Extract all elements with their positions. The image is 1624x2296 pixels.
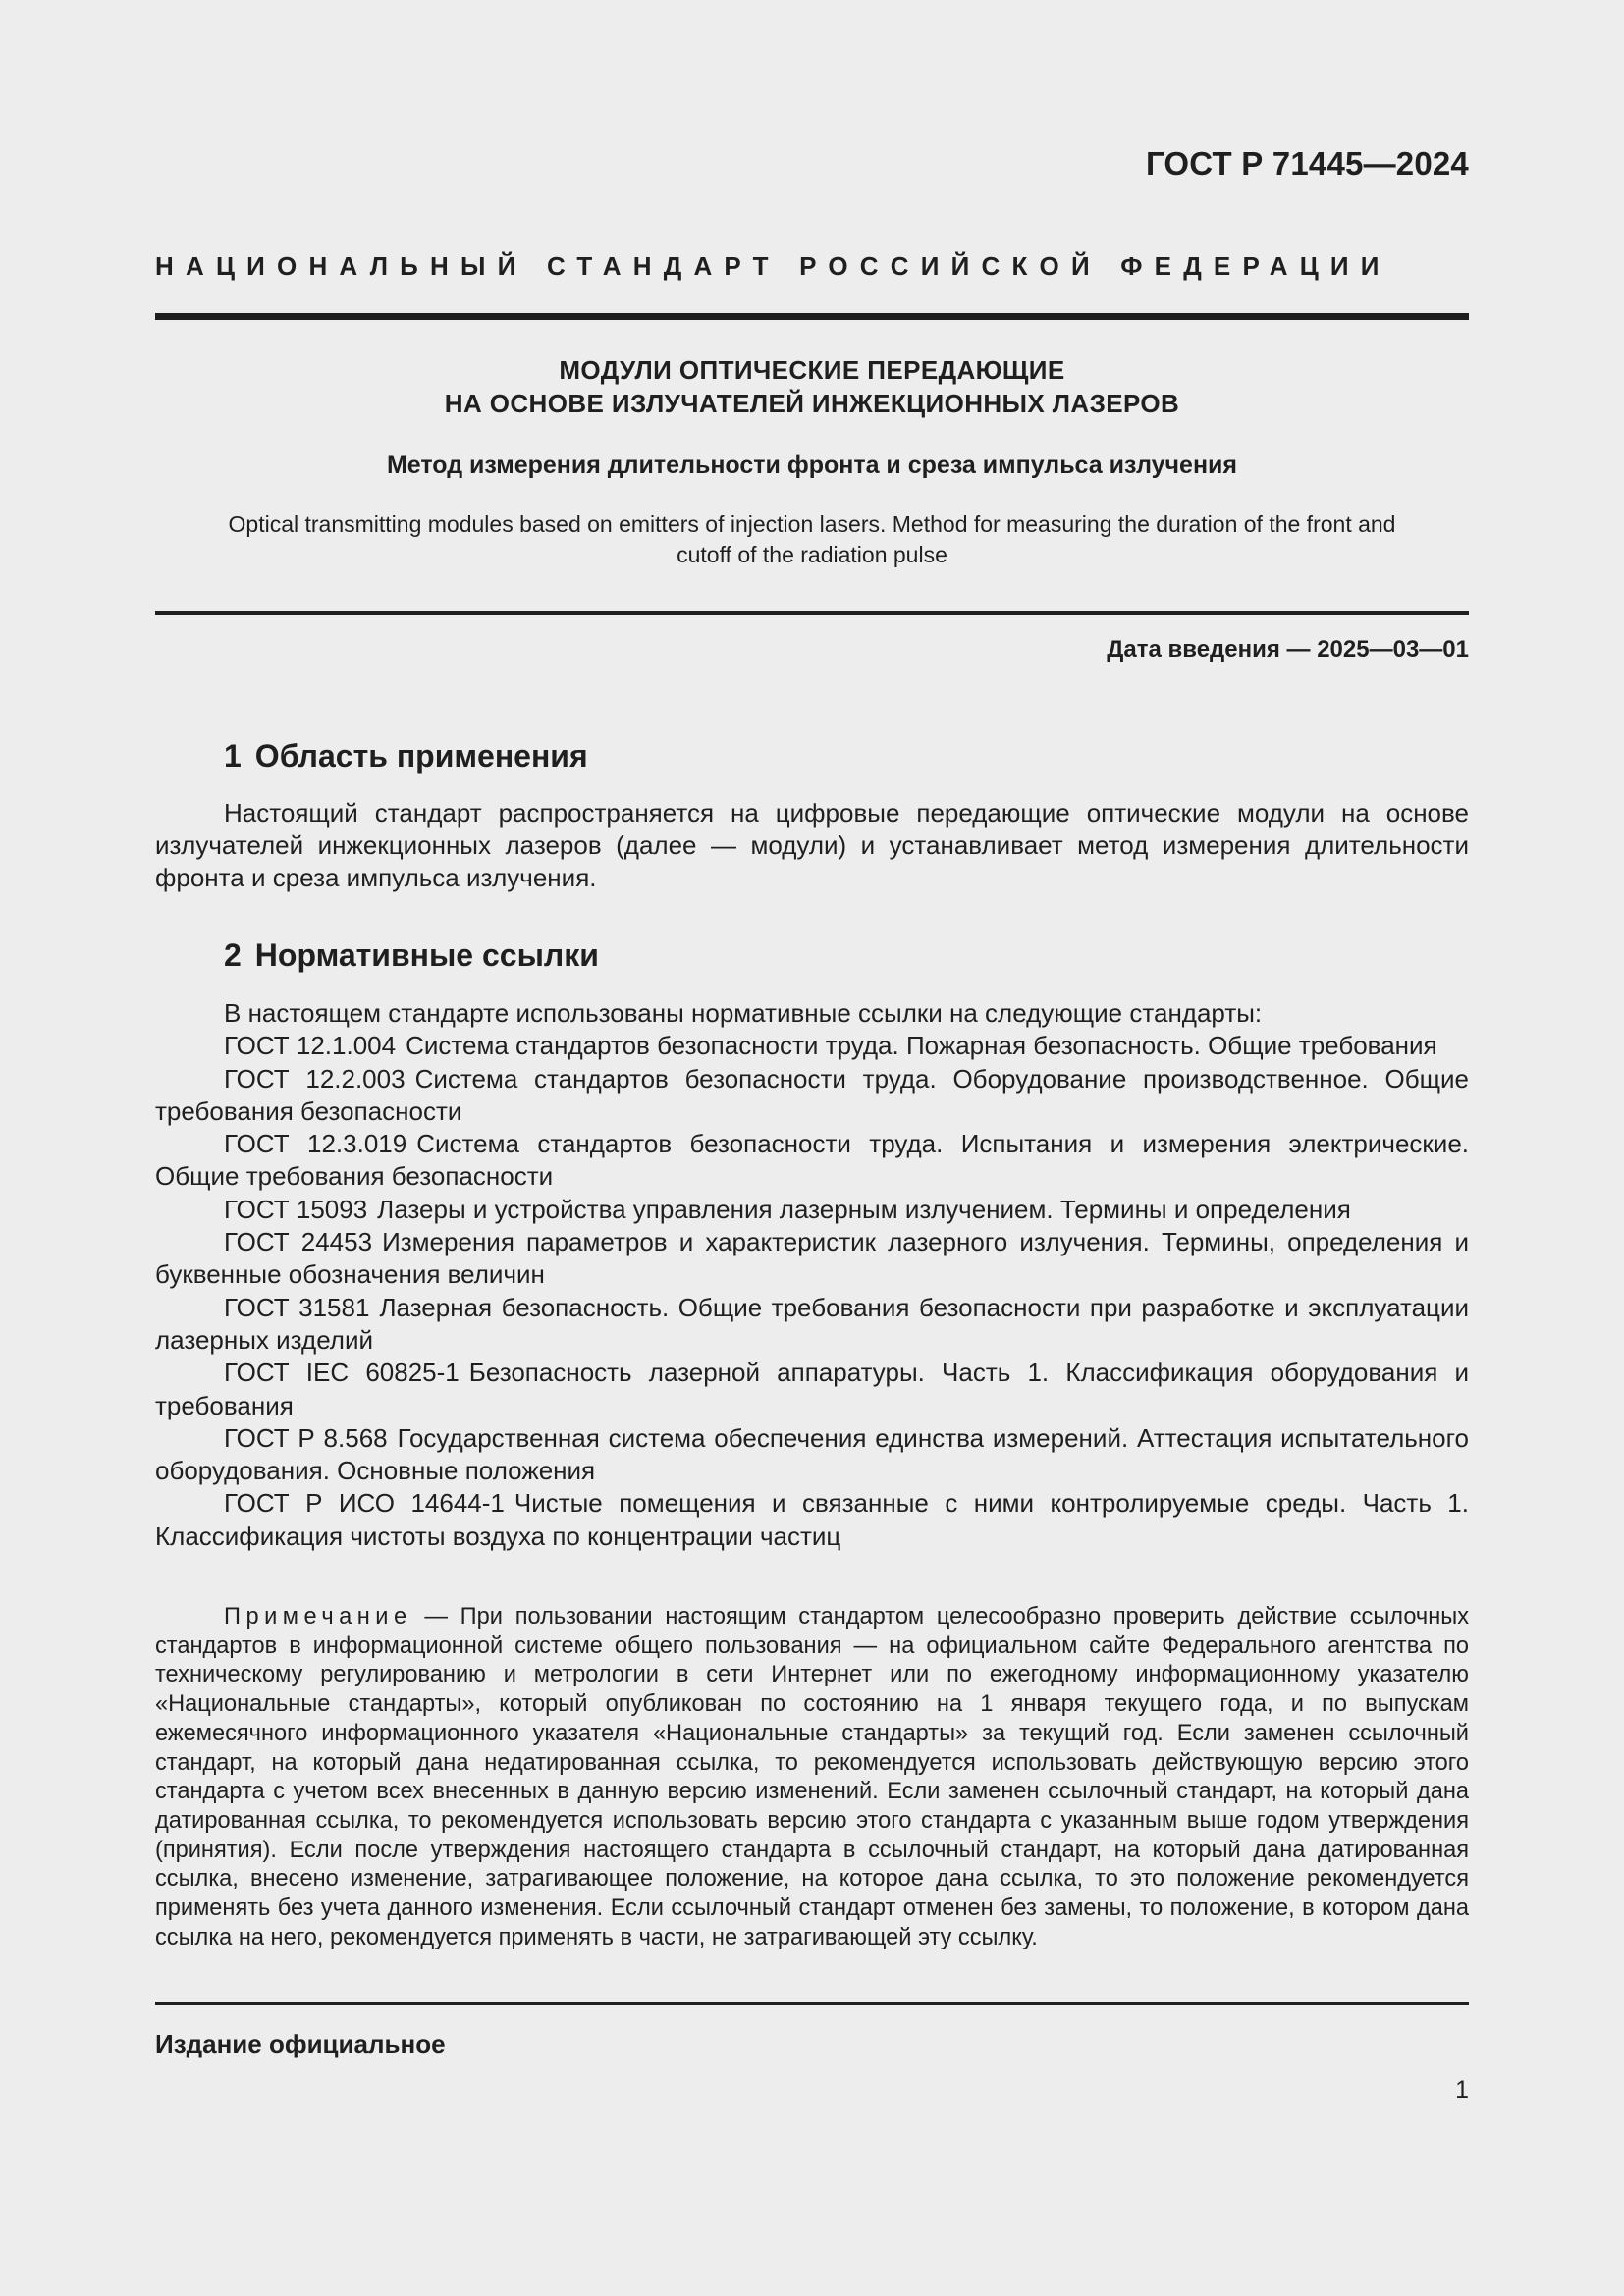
reference-item [155,1063,1469,1129]
reference-item [155,1194,1469,1226]
english-title-line-1: Optical transmitting modules based on emitters of injection lasers. Method for measuring the duration of the front and [228,511,1396,537]
reference-item [155,1487,1469,1553]
references-list [155,997,1469,1553]
reference-title: Измерения параметров и характеристик лазерного излучения. Термины, определения и буквенные обозначения величин [155,1227,1470,1290]
reference-code: ГОСТ IEC 60825-1 [224,1358,460,1388]
note-paragraph [155,1603,1469,1952]
document-page [155,0,1469,2296]
reference-code: ГОСТ 24453 [224,1227,373,1257]
reference-code: ГОСТ 12.3.019 [224,1129,407,1159]
references-intro: В настоящем стандарте использованы нормативные ссылки на следующие стандарты: [224,998,1263,1028]
note-label: Примечание [224,1604,412,1629]
footer-rule [155,2002,1469,2005]
english-title-line-2: cutoff of the radiation pulse [677,542,947,567]
reference-title: Лазеры и устройства управления лазерным излучением. Термины и определения [377,1194,1351,1224]
document-title [155,353,1469,420]
reference-code: ГОСТ 15093 [224,1194,368,1224]
reference-title: Безопасность лазерной аппаратуры. Часть 1. Классификация оборудования и требования [155,1358,1469,1420]
title-line-2: НА ОСНОВЕ ИЗЛУЧАТЕЛЕЙ ИНЖЕКЦИОННЫХ ЛАЗЕРОВ [444,389,1180,418]
reference-title: Чистые помещения и связанные с ними контролируемые среды. Часть 1. Классификация чистоты воздуха по концентрации частиц [155,1488,1469,1551]
section-2-heading [224,937,599,974]
header-rule [155,313,1469,320]
reference-title: Лазерная безопасность. Общие требования безопасности при разработке и эксплуатации лазерных изделий [155,1292,1469,1355]
section-1-title: Область применения [254,738,588,774]
section-1-heading [224,738,588,774]
english-title [155,509,1469,570]
reference-title: Система стандартов безопасности труда. Пожарная безопасность. Общие требования [406,1031,1437,1061]
reference-title: Система стандартов безопасности труда. Оборудование производственное. Общие требования безопасности [155,1063,1469,1126]
document-id: ГОСТ Р 71445—2024 [1145,145,1469,182]
reference-item [155,1357,1469,1422]
title-line-1: МОДУЛИ ОПТИЧЕСКИЕ ПЕРЕДАЮЩИЕ [559,355,1065,385]
reference-code: ГОСТ Р 8.568 [224,1422,388,1453]
note-text: — При пользовании настоящим стандартом целесообразно проверить действие ссылочных стандартов в информационной системе общего пользования — на официальном сайте Федерального агентства по техническому регулированию и метрологии в сети Интернет или по ежегодному информационному указателю «Национальные стандарты», который опубликован по состоянию на 1 января текущего года, и по выпускам ежемесячного информационного указателя «Национальные стандарты» за текущий год. Если заменен ссылочный стандарт, на который дана недатированная ссылка, то рекомендуется использовать действующую версию этого стандарта с учетом всех внесенных в данную версию изменений. Если заменен ссылочный стандарт, на который дана датированная ссылка, то рекомендуется использовать версию этого стандарта с указанным выше годом утверждения (принятия). Если после утверждения настоящего стандарта в ссылочный стандарт, на который дана датированная ссылка, внесено изменение, затрагивающее положение, на которое дана ссылка, то это положение рекомендуется применять без учета данного изменения. Если ссылочный стандарт отменен без замены, то положение, в котором дана ссылка на него, рекомендуется применять в части, не затрагивающей эту ссылку. [155,1604,1469,1950]
reference-item [155,1030,1469,1062]
section-2-title: Нормативные ссылки [254,937,599,973]
section-1-number: 1 [224,738,242,774]
page-number: 1 [1455,2076,1469,2104]
official-edition-label: Издание официальное [155,2029,446,2058]
section-2-number: 2 [224,937,242,973]
reference-code: ГОСТ 31581 [224,1292,370,1322]
reference-title: Государственная система обеспечения единства измерений. Аттестация испытательного оборудования. Основные положения [155,1422,1469,1486]
reference-code: ГОСТ Р ИСО 14644-1 [224,1488,505,1519]
reference-item [155,1422,1469,1488]
reference-item [155,1226,1469,1292]
reference-title: Система стандартов безопасности труда. Испытания и измерения электрические. Общие требования безопасности [155,1129,1470,1192]
title-rule [155,611,1469,615]
reference-code: ГОСТ 12.2.003 [224,1063,406,1094]
introduction-date: Дата введения — 2025—03—01 [1107,636,1469,663]
document-subtitle: Метод измерения длительности фронта и среза импульса излучения [386,452,1238,479]
reference-item [155,1128,1469,1194]
reference-code: ГОСТ 12.1.004 [224,1031,397,1061]
reference-item [155,1292,1469,1358]
section-1-text: Настоящий стандарт распространяется на цифровые передающие оптические модули на основе излучателей инжекционных лазеров (далее — модули) и устанавливает метод измерения длительности фронта и среза импульса излучения. [155,798,1469,892]
national-standard-heading: НАЦИОНАЛЬНЫЙ СТАНДАРТ РОССИЙСКОЙ ФЕДЕРАЦИИ [155,251,1391,281]
